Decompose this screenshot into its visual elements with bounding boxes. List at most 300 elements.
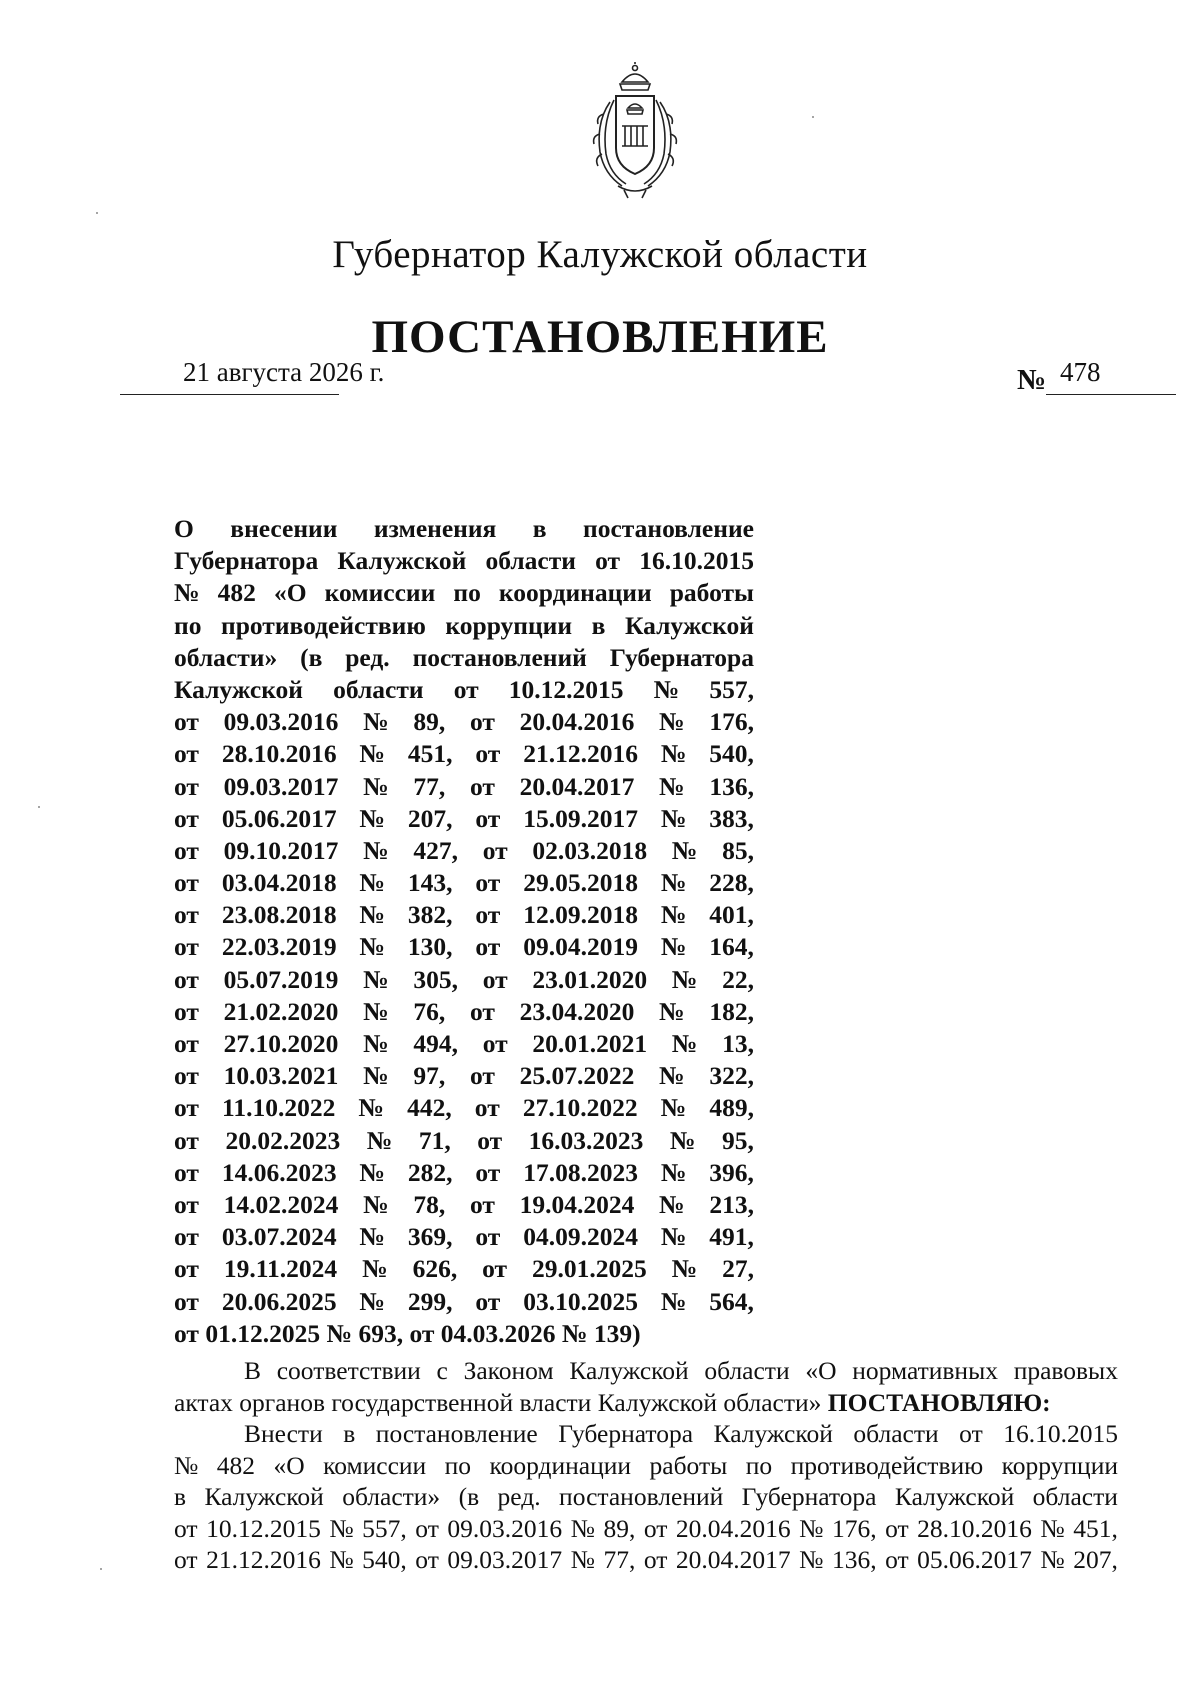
body-word: В [244, 1356, 262, 1385]
subject-word: № [359, 803, 386, 833]
subject-word: 04.09.2024 [523, 1222, 638, 1252]
subject-word: 207, [407, 803, 453, 833]
subject-line [174, 1221, 754, 1253]
subject-word: 29.01.2025 [531, 1254, 647, 1284]
subject-word: от [482, 1254, 508, 1284]
subject-word: области [485, 546, 576, 576]
body-line [174, 1418, 1118, 1450]
subject-line [174, 1028, 754, 1060]
body-text: актах органов государственной власти Калужской области» [174, 1387, 822, 1417]
subject-word: от [474, 1093, 500, 1123]
subject-word: 05.06.2017 [221, 803, 337, 833]
body-word: 21.12.2016 [206, 1545, 321, 1574]
body-word: противодействию [790, 1450, 984, 1480]
body-word: от [885, 1513, 909, 1543]
subject-word: № [660, 932, 687, 962]
subject-word: по [174, 610, 202, 640]
body-word: области [704, 1356, 790, 1385]
subject-word: № [659, 707, 685, 737]
body-word: 09.03.2016 [447, 1513, 563, 1543]
subject-word: 76, [413, 996, 446, 1026]
subject-word: 14.06.2023 [221, 1157, 337, 1187]
subject-word: 05.07.2019 [223, 964, 339, 994]
subject-line [174, 835, 754, 867]
subject-word: № [362, 1254, 388, 1284]
subject-word: «О [273, 578, 307, 608]
subject-word: № [669, 1125, 696, 1155]
subject-word: от [174, 1189, 199, 1219]
subject-line [174, 706, 754, 738]
subject-word: 322, [709, 1061, 754, 1091]
subject-word: постановление [583, 514, 754, 543]
subject-word: Калужской [337, 546, 467, 576]
subject-line [174, 1125, 754, 1157]
body-line [174, 1355, 1118, 1387]
scan-speck [96, 212, 98, 214]
subject-word: 77, [413, 771, 446, 801]
document-number: 478 [1060, 357, 1101, 387]
subject-word: 09.10.2017 [223, 835, 339, 865]
subject-word: № [660, 868, 687, 898]
subject-word: № [359, 932, 386, 962]
subject-word: от [453, 674, 479, 704]
subject-word: 03.04.2018 [221, 868, 337, 898]
subject-word: от [174, 996, 199, 1026]
body-word: 20.04.2016 [675, 1513, 791, 1543]
body-word: области [853, 1419, 939, 1448]
subject-word: области [333, 674, 424, 704]
body-word: 05.06.2017 [917, 1545, 1032, 1574]
subject-word: 10.12.2015 [508, 674, 624, 704]
subject-word: 22, [722, 964, 754, 994]
subject-word: 401, [709, 900, 754, 930]
body-word: постановление [375, 1419, 538, 1448]
subject-word: № [671, 1254, 698, 1284]
subject-word: от [469, 1061, 495, 1091]
subject-word: от [174, 707, 199, 737]
subject-word: 16.10.2015 [639, 546, 754, 576]
subject-word: 28.10.2016 [221, 739, 337, 769]
subject-word: от [477, 1125, 503, 1155]
subject-line [174, 1286, 754, 1318]
subject-word: О [174, 514, 194, 543]
body-line [174, 1544, 1118, 1576]
subject-word: от [174, 739, 199, 769]
subject-word: № [359, 900, 386, 930]
subject-line: от 01.12.2025 № 693, от 04.03.2026 № 139) [174, 1318, 641, 1348]
subject-word: Губернатора [609, 642, 754, 672]
subject-word: № [671, 1029, 698, 1058]
body-word: № [570, 1513, 595, 1543]
body-word: Губернатора [558, 1419, 694, 1448]
subject-word: внесении [230, 514, 338, 543]
body-word: комиссии [323, 1450, 427, 1480]
body-word: области [1032, 1482, 1118, 1511]
subject-word: 305, [413, 964, 459, 994]
subject-word: 143, [407, 868, 453, 898]
subject-word: 11.10.2022 [222, 1093, 336, 1123]
subject-word: № [660, 1286, 687, 1316]
subject-word: № [659, 1061, 685, 1091]
subject-word: № [660, 1157, 687, 1187]
body-word: от [643, 1513, 668, 1543]
subject-word: 03.07.2024 [221, 1222, 337, 1252]
subject-word: от [174, 771, 199, 801]
body-word: по [745, 1450, 773, 1480]
subject-word: 228, [709, 868, 754, 898]
document-date: 21 августа 2026 г. [183, 357, 385, 387]
body-word: по [444, 1450, 472, 1480]
subject-word: № [363, 707, 389, 737]
subject-word: 27, [722, 1254, 754, 1284]
body-word: нормативных [852, 1356, 998, 1385]
body-word: 09.03.2017 [447, 1545, 563, 1574]
subject-word: 557, [709, 674, 754, 704]
subject-word: от [482, 1029, 508, 1058]
body-word: Калужской [894, 1482, 1015, 1511]
subject-word: № [363, 996, 389, 1026]
subject-line [174, 1157, 754, 1189]
body-line [174, 1513, 1118, 1545]
subject-word: 213, [709, 1189, 754, 1219]
subject-word: 282, [407, 1157, 453, 1187]
subject-word: 10.03.2021 [223, 1061, 339, 1091]
subject-word: № [363, 771, 389, 801]
subject-word: 383, [709, 803, 754, 833]
subject-word: 482 [217, 578, 256, 608]
subject-word: 182, [709, 996, 754, 1026]
subject-word: (в [300, 642, 323, 672]
subject-word: от [475, 803, 501, 833]
subject-word: 12.09.2018 [523, 900, 638, 930]
subject-word: № [660, 803, 687, 833]
subject-word: № [660, 1222, 687, 1252]
body-line [174, 1387, 1118, 1419]
subject-word: 02.03.2018 [532, 835, 648, 865]
body-word: с [436, 1356, 448, 1385]
body-word: коррупции [1001, 1450, 1118, 1480]
subject-word: № [174, 578, 200, 608]
body-word: 10.12.2015 [206, 1513, 321, 1543]
subject-word: 22.03.2019 [221, 932, 337, 962]
coat-of-arms-icon [588, 62, 682, 200]
subject-word: 09.03.2016 [223, 707, 339, 737]
subject-word: 71, [418, 1125, 451, 1155]
body-word: правовых [1013, 1356, 1118, 1385]
subject-word: № [363, 1189, 389, 1219]
body-line [174, 1450, 1118, 1482]
subject-word: постановлений [412, 642, 587, 672]
scan-speck [38, 806, 40, 808]
body-word: 207, [1073, 1545, 1118, 1574]
subject-word: области» [174, 642, 278, 672]
body-word: № [329, 1513, 354, 1543]
body-word: «О [273, 1450, 305, 1480]
document-subject [174, 513, 754, 1350]
body-word: 20.04.2017 [675, 1545, 791, 1574]
subject-word: 23.01.2020 [532, 964, 648, 994]
body-word: № [1040, 1513, 1065, 1543]
subject-word: противодействию [221, 610, 426, 640]
body-word: работы [649, 1450, 728, 1480]
subject-word: от [469, 1189, 495, 1219]
subject-word: 564, [709, 1286, 754, 1316]
body-word: 451, [1073, 1513, 1118, 1543]
body-word: 28.10.2016 [917, 1513, 1032, 1543]
subject-word: 89, [413, 707, 446, 737]
subject-word: 626, [412, 1254, 458, 1284]
subject-word: 23.08.2018 [221, 900, 337, 930]
subject-word: 130, [407, 932, 453, 962]
subject-word: 20.01.2021 [532, 1029, 648, 1058]
subject-word: 451, [407, 739, 453, 769]
subject-word: от [174, 1093, 199, 1123]
subject-word: № [359, 1157, 386, 1187]
subject-word: 382, [407, 900, 453, 930]
subject-word: от [174, 900, 199, 930]
subject-word: изменения [373, 514, 497, 543]
subject-word: 13, [722, 1029, 754, 1058]
body-word: № [1040, 1545, 1065, 1574]
body-word: 540, [362, 1545, 407, 1574]
body-word: постановлений [559, 1482, 724, 1511]
subject-word: от [475, 932, 501, 962]
subject-word: № [359, 868, 386, 898]
document-body [174, 1355, 1118, 1576]
subject-word: от [174, 868, 199, 898]
body-word: Губернатора [741, 1482, 877, 1511]
subject-word: 489, [709, 1093, 754, 1123]
subject-word: № [659, 771, 685, 801]
subject-word: 299, [407, 1286, 453, 1316]
subject-line [174, 1189, 754, 1221]
subject-line [174, 642, 754, 674]
subject-word: комиссии [324, 578, 436, 608]
subject-word: № [671, 964, 698, 994]
body-word: Законом [463, 1356, 554, 1385]
subject-word: 20.04.2017 [519, 771, 635, 801]
body-word: № [799, 1513, 824, 1543]
subject-line [174, 1253, 754, 1285]
body-word: соответствии [276, 1356, 421, 1385]
subject-line [174, 577, 754, 609]
subject-word: от [174, 1061, 199, 1091]
subject-word: № [359, 1222, 386, 1252]
subject-word: от [595, 546, 621, 576]
body-word: № [174, 1450, 199, 1480]
body-word: от [415, 1513, 439, 1543]
subject-word: 396, [709, 1157, 754, 1187]
subject-word: № [363, 835, 389, 865]
subject-word: от [469, 771, 495, 801]
body-word: Калужской [569, 1356, 689, 1385]
subject-word: № [660, 1093, 687, 1123]
body-word: от [415, 1545, 439, 1574]
subject-word: 97, [413, 1061, 446, 1091]
subject-word: 15.09.2017 [523, 803, 638, 833]
subject-word: от [475, 1222, 501, 1252]
subject-word: от [174, 835, 199, 865]
subject-line [174, 1060, 754, 1092]
body-word: 16.10.2015 [1003, 1419, 1118, 1448]
subject-word: от [174, 1222, 199, 1252]
subject-word: № [359, 1286, 386, 1316]
subject-word: 25.07.2022 [519, 1061, 635, 1091]
body-word: № [570, 1545, 595, 1574]
subject-word: 21.02.2020 [223, 996, 339, 1026]
subject-word: от [174, 1254, 199, 1284]
subject-word: № [363, 1029, 389, 1058]
subject-word: 176, [709, 707, 754, 737]
body-word: 557, [362, 1513, 407, 1543]
subject-word: № [671, 835, 698, 865]
subject-word: 136, [709, 771, 754, 801]
subject-word: Калужской [624, 610, 754, 640]
subject-word: от [475, 1157, 501, 1187]
scan-speck [100, 1568, 102, 1570]
subject-word: 442, [407, 1093, 452, 1123]
subject-word: ред. [345, 642, 390, 672]
subject-word: от [174, 964, 199, 994]
subject-word: от [475, 739, 501, 769]
body-word: «О [805, 1356, 837, 1385]
resolve-keyword: ПОСТАНОВЛЯЮ: [827, 1387, 1051, 1417]
subject-word: № [359, 739, 386, 769]
body-word: Калужской [204, 1482, 324, 1511]
subject-word: от [174, 1157, 199, 1187]
body-word: в [174, 1482, 187, 1511]
subject-line [174, 867, 754, 899]
subject-word: Калужской [174, 674, 303, 704]
subject-word: от [174, 1029, 199, 1058]
subject-line [174, 771, 754, 803]
subject-word: от [469, 707, 495, 737]
subject-word: 19.11.2024 [223, 1254, 338, 1284]
subject-word: № [660, 900, 687, 930]
subject-word: Губернатора [174, 546, 319, 576]
number-underline [1046, 394, 1176, 395]
subject-word: 17.08.2023 [523, 1157, 638, 1187]
subject-word: 16.03.2023 [528, 1125, 644, 1155]
scan-speck [812, 116, 814, 118]
issuing-authority: Губернатор Калужской области [332, 233, 868, 276]
subject-word: 14.02.2024 [223, 1189, 339, 1219]
subject-word: 03.10.2025 [523, 1286, 638, 1316]
subject-word: 164, [709, 932, 754, 962]
body-word: (в [458, 1482, 480, 1511]
subject-word: в [532, 514, 547, 543]
body-word: Внести [244, 1419, 323, 1448]
subject-word: № [358, 1093, 385, 1123]
subject-word: 20.02.2023 [225, 1125, 341, 1155]
subject-word: от [469, 996, 495, 1026]
body-word: 176, [831, 1513, 877, 1543]
subject-word: 427, [413, 835, 459, 865]
subject-line [174, 738, 754, 770]
body-word: 89, [603, 1513, 636, 1543]
subject-word: от [174, 1125, 199, 1155]
body-word: 77, [603, 1545, 636, 1574]
body-line [174, 1481, 1118, 1513]
subject-word: 23.04.2020 [519, 996, 635, 1026]
subject-word: 20.06.2025 [221, 1286, 337, 1316]
body-word: от [885, 1545, 909, 1574]
number-label: № [1017, 364, 1047, 396]
subject-word: № [659, 996, 685, 1026]
subject-word: 29.05.2018 [523, 868, 638, 898]
subject-word: 540, [709, 739, 754, 769]
subject-line [174, 899, 754, 931]
subject-word: 494, [413, 1029, 459, 1058]
document-type-title: ПОСТАНОВЛЕНИЕ [371, 311, 829, 363]
subject-line [174, 545, 754, 577]
subject-word: № [363, 1061, 389, 1091]
subject-word: 19.04.2024 [519, 1189, 635, 1219]
subject-word: по [453, 578, 481, 608]
subject-line [174, 1092, 754, 1124]
subject-word: 95, [722, 1125, 754, 1155]
subject-word: от [482, 964, 508, 994]
subject-word: 09.04.2019 [523, 932, 638, 962]
body-word: от [959, 1419, 983, 1448]
subject-word: № [660, 739, 687, 769]
subject-word: от [174, 1286, 199, 1316]
subject-word: координации [498, 578, 652, 608]
subject-word: коррупции [445, 610, 573, 640]
subject-word: 369, [407, 1222, 453, 1252]
subject-word: от [174, 932, 199, 962]
subject-word: 09.03.2017 [223, 771, 339, 801]
body-word: 482 [216, 1450, 256, 1480]
subject-word: от [475, 900, 501, 930]
subject-word: 491, [709, 1222, 754, 1252]
subject-word: 27.10.2020 [223, 1029, 339, 1058]
subject-word: 85, [722, 835, 754, 865]
subject-word: от [475, 868, 501, 898]
subject-word: № [363, 964, 389, 994]
subject-word: в [591, 610, 606, 640]
date-underline [120, 394, 339, 395]
subject-line [174, 803, 754, 835]
body-word: № [329, 1545, 354, 1574]
subject-line [174, 931, 754, 963]
body-word: от [643, 1545, 668, 1574]
subject-line [174, 964, 754, 996]
subject-word: № [653, 674, 680, 704]
subject-word: работы [669, 578, 754, 608]
subject-word: 21.12.2016 [523, 739, 638, 769]
subject-line [174, 513, 754, 545]
subject-word: от [475, 1286, 501, 1316]
subject-line [174, 674, 754, 706]
body-word: в [343, 1419, 356, 1448]
subject-word: 78, [413, 1189, 446, 1219]
subject-word: 27.10.2022 [522, 1093, 638, 1123]
subject-word: № [659, 1189, 685, 1219]
body-word: области» [342, 1482, 441, 1511]
body-word: ред. [497, 1482, 541, 1511]
body-word: от [174, 1513, 198, 1543]
body-word: координации [489, 1450, 632, 1480]
subject-line [174, 996, 754, 1028]
body-word: 136, [831, 1545, 877, 1574]
subject-word: № [366, 1125, 393, 1155]
body-word: от [174, 1545, 198, 1574]
subject-word: 20.04.2016 [519, 707, 635, 737]
body-word: Калужской [713, 1419, 833, 1448]
subject-line [174, 610, 754, 642]
body-word: № [799, 1545, 824, 1574]
